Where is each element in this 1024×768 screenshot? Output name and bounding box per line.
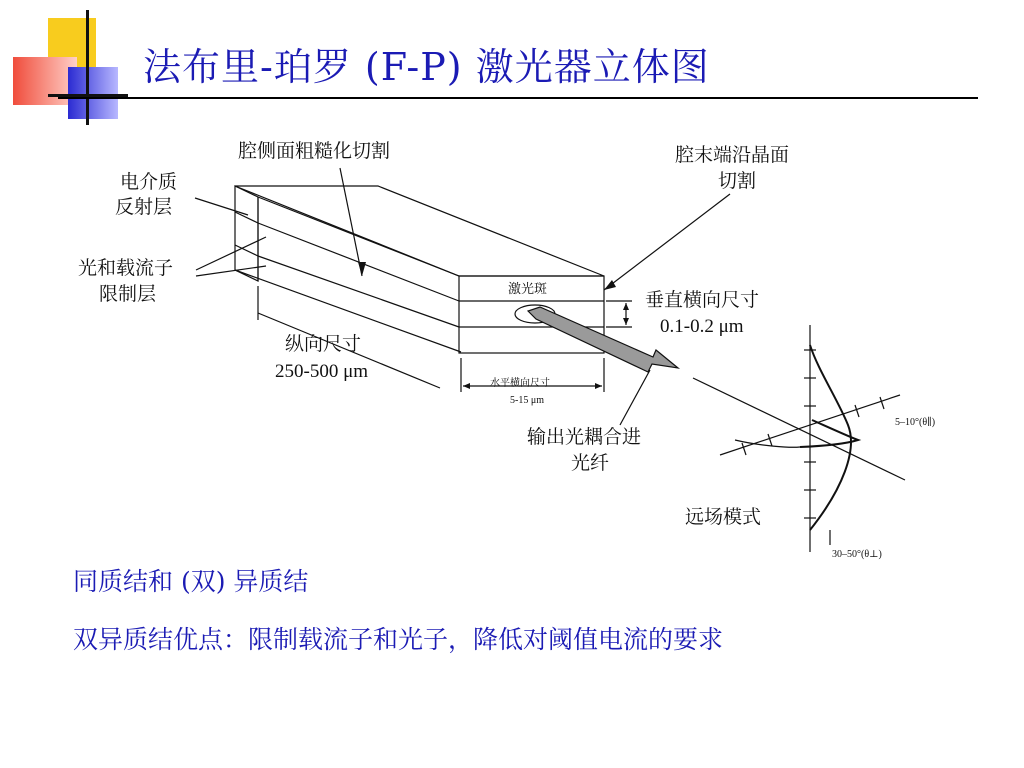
label-vertical-dim-2: 0.1-0.2 μm — [660, 316, 744, 337]
label-longitudinal-1: 纵向尺寸 — [285, 333, 362, 355]
label-end-faces-2: 切割 — [718, 170, 757, 192]
label-horizontal-dim-1: 水平横向尺寸 — [490, 378, 550, 389]
bullet-junction-types: 同质结和 (双) 异质结 — [73, 567, 309, 596]
bullet-dh-advantages: 双异质结优点：限制载流子和光子，降低对阈值电流的要求 — [73, 625, 724, 654]
label-laser-spot: 激光斑 — [508, 282, 548, 297]
laser-block — [235, 186, 604, 353]
label-confinement-2: 限制层 — [99, 283, 157, 305]
output-beam-arrow — [528, 307, 678, 372]
label-horizontal-dim-2: 5-15 μm — [510, 395, 544, 406]
label-end-faces-1: 腔末端沿晶面 — [675, 144, 790, 166]
label-output-2: 光纤 — [571, 452, 610, 474]
label-dielectric-2: 反射层 — [115, 196, 173, 218]
label-side-faces: 腔侧面粗糙化切割 — [238, 140, 391, 162]
label-far-field: 远场模式 — [685, 506, 762, 528]
label-confinement-1: 光和载流子 — [78, 257, 174, 279]
label-angle-parallel: 5–10°(θ∥) — [895, 417, 936, 428]
label-vertical-dim-1: 垂直横向尺寸 — [645, 289, 760, 311]
label-output-1: 输出光耦合进 — [527, 426, 642, 448]
label-longitudinal-2: 250-500 μm — [275, 361, 369, 382]
label-angle-perp: 30–50°(θ⊥) — [832, 549, 882, 560]
slide-title: 法布里-珀罗 (F-P) 激光器立体图 — [143, 45, 710, 89]
label-dielectric-1: 电介质 — [120, 171, 178, 193]
